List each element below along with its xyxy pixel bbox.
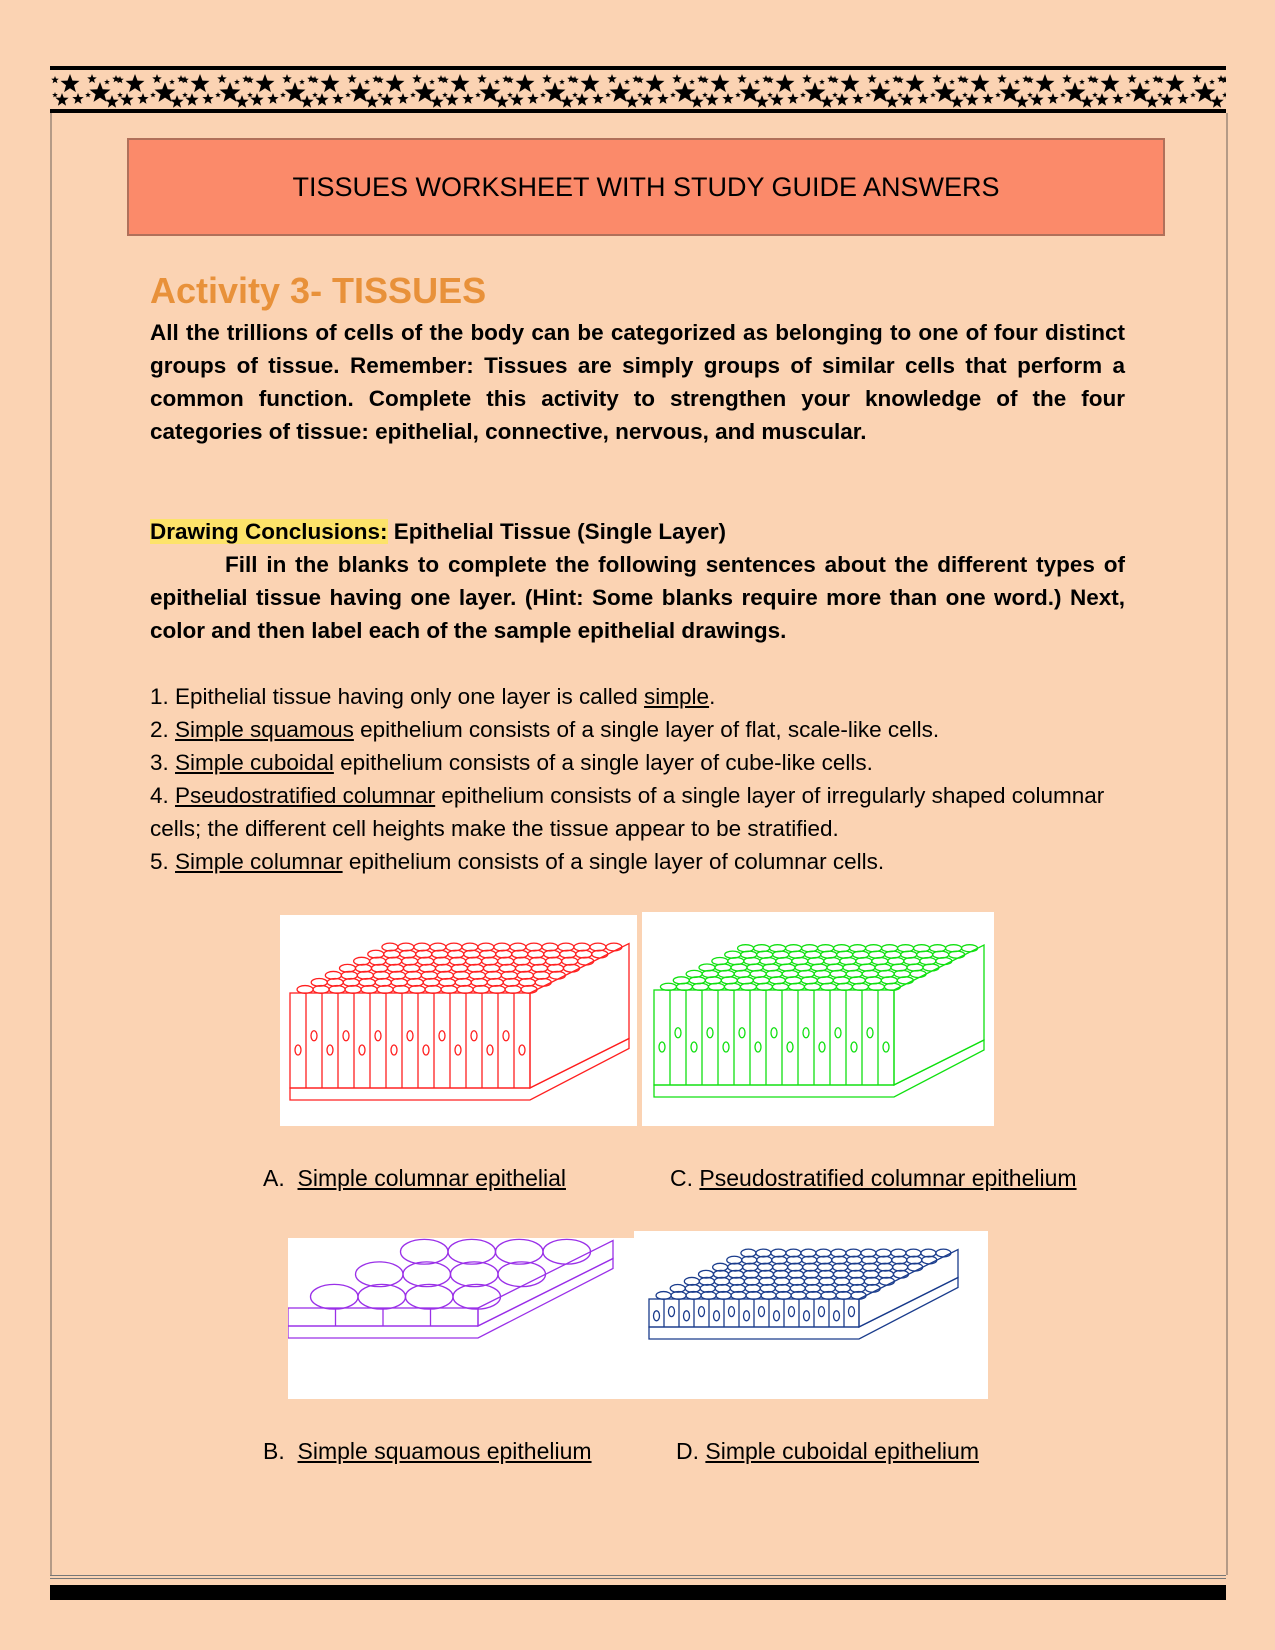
- star-icon: [949, 79, 955, 84]
- worksheet-title: TISSUES WORKSHEET WITH STUDY GUIDE ANSWERS: [292, 171, 1000, 202]
- star-icon: [299, 79, 305, 84]
- star-icon: [104, 79, 110, 84]
- star-icon: [285, 82, 306, 102]
- star-icon: [1125, 92, 1131, 97]
- stars-decoration: [50, 70, 1226, 109]
- star-icon: [605, 92, 611, 97]
- answer-list: [150, 680, 1125, 878]
- star-icon: [155, 82, 176, 102]
- drawing-conclusions-highlight: Drawing Conclusions:: [150, 519, 388, 544]
- star-icon: [315, 93, 328, 106]
- star-icon: [1101, 74, 1120, 92]
- star-icon: [202, 93, 213, 104]
- star-icon: [935, 82, 956, 102]
- star-icon: [462, 93, 473, 104]
- star-icon: [506, 76, 514, 83]
- star-icon: [256, 74, 275, 92]
- star-icon: [1190, 92, 1196, 97]
- star-icon: [770, 93, 783, 106]
- star-icon: [430, 95, 443, 108]
- star-icon: [495, 95, 508, 108]
- star-icon: [280, 92, 286, 97]
- star-icon: [900, 93, 913, 106]
- star-icon: [516, 74, 535, 92]
- star-icon: [930, 92, 936, 97]
- star-icon: [1095, 93, 1108, 106]
- star-icon: [364, 79, 370, 84]
- star-icon: [126, 74, 145, 92]
- star-icon: [117, 92, 123, 97]
- star-icon: [560, 95, 573, 108]
- star-icon: [1014, 79, 1020, 84]
- star-icon: [386, 74, 405, 92]
- list-item: 4. Pseudostratified columnar epithelium consists of a single layer of irregularly shaped columnar cells; the different cell heights make the tissue appear to be stratified.: [150, 783, 1105, 841]
- star-icon: [950, 95, 963, 108]
- label-a: A. Simple columnar epithelial: [263, 1165, 566, 1191]
- star-icon: [85, 92, 91, 97]
- star-icon: [217, 74, 227, 83]
- star-icon: [380, 93, 393, 106]
- star-icon: [215, 92, 221, 97]
- title-box: [127, 138, 1165, 236]
- answer: simple: [644, 684, 710, 709]
- star-icon: [170, 95, 183, 108]
- star-icon: [345, 92, 351, 97]
- star-icon: [906, 74, 925, 92]
- star-icon: [300, 95, 313, 108]
- star-icon: [1015, 95, 1028, 108]
- star-icon: [1177, 93, 1188, 104]
- activity-heading: Activity 3- TISSUES: [150, 270, 487, 311]
- star-icon: [365, 95, 378, 108]
- star-icon: [971, 74, 990, 92]
- star-icon: [885, 95, 898, 108]
- star-icon: [819, 79, 825, 84]
- star-icon: [116, 76, 124, 83]
- star-icon: [267, 93, 278, 104]
- star-icon: [1026, 76, 1034, 83]
- star-icon: [1130, 82, 1151, 102]
- star-icon: [169, 79, 175, 84]
- star-icon: [690, 95, 703, 108]
- star-icon: [185, 93, 198, 106]
- star-icon: [754, 79, 760, 84]
- star-icon: [311, 76, 319, 83]
- star-icon: [510, 93, 523, 106]
- star-icon: [542, 74, 552, 83]
- star-icon: [831, 76, 839, 83]
- star-icon: [494, 79, 500, 84]
- star-icon: [415, 82, 436, 102]
- star-icon: [575, 93, 588, 106]
- star-icon: [1092, 92, 1098, 97]
- star-icon: [1210, 95, 1223, 108]
- star-icon: [412, 74, 422, 83]
- star-icon: [1156, 76, 1164, 83]
- star-icon: [182, 92, 188, 97]
- star-icon: [559, 79, 565, 84]
- answer: Simple cuboidal: [175, 750, 334, 775]
- star-icon: [917, 93, 928, 104]
- label-b: B. Simple squamous epithelium: [263, 1438, 592, 1464]
- star-icon: [805, 82, 826, 102]
- star-icon: [1127, 74, 1137, 83]
- star-icon: [800, 92, 806, 97]
- intro-paragraph: All the trillions of cells of the body can be categorized as belonging to one of four distinct groups of tissue. Remember: Tissues are simply groups of similar cells that perform a common function. Complete this activity to strengthen your knowledge of the four categories of tissue: epithelial, connective, nervous, and muscular.: [150, 320, 1125, 444]
- list-item: 3. Simple cuboidal epithelium consists of a single layer of cube-like cells.: [150, 750, 873, 775]
- answer: Simple squamous: [175, 717, 354, 742]
- star-icon: [997, 74, 1007, 83]
- star-icon: [776, 74, 795, 92]
- star-icon: [545, 82, 566, 102]
- star-icon: [832, 92, 838, 97]
- star-icon: [961, 76, 969, 83]
- star-icon: [896, 76, 904, 83]
- star-icon: [250, 93, 263, 106]
- star-icon: [1166, 74, 1185, 92]
- star-icon: [672, 74, 682, 83]
- star-icon: [55, 93, 68, 106]
- star-icon: [995, 92, 1001, 97]
- star-icon: [702, 92, 708, 97]
- star-icon: [982, 93, 993, 104]
- star-icon: [1062, 74, 1072, 83]
- star-icon: [932, 74, 942, 83]
- bottom-border: [50, 1575, 1226, 1600]
- star-icon: [867, 74, 877, 83]
- star-icon: [646, 74, 665, 92]
- star-icon: [1112, 93, 1123, 104]
- star-icon: [705, 93, 718, 106]
- list-item: 1. Epithelial tissue having only one layer is called simple.: [150, 684, 716, 709]
- answer: Pseudostratified columnar: [175, 783, 436, 808]
- star-icon: [350, 82, 371, 102]
- star-icon: [637, 92, 643, 97]
- star-icon: [737, 74, 747, 83]
- star-icon: [965, 93, 978, 106]
- star-icon: [376, 76, 384, 83]
- star-icon: [1030, 93, 1043, 106]
- star-icon: [1144, 79, 1150, 84]
- star-icon: [865, 92, 871, 97]
- star-icon: [689, 79, 695, 84]
- star-icon: [477, 74, 487, 83]
- star-icon: [1091, 76, 1099, 83]
- star-icon: [572, 92, 578, 97]
- star-icon: [87, 74, 97, 83]
- star-icon: [1209, 79, 1215, 84]
- star-icon: [841, 74, 860, 92]
- simple-cuboidal-drawing: [634, 1231, 988, 1399]
- star-icon: [246, 76, 254, 83]
- star-icon: [802, 74, 812, 83]
- star-icon: [90, 82, 111, 102]
- star-icon: [711, 74, 730, 92]
- star-icon: [540, 92, 546, 97]
- simple-columnar-drawing: [280, 915, 637, 1126]
- answer: Simple columnar: [175, 849, 343, 874]
- star-icon: [72, 93, 83, 104]
- star-icon: [527, 93, 538, 104]
- star-icon: [1047, 93, 1058, 104]
- label-c: C. Pseudostratified columnar epithelium: [670, 1165, 1077, 1191]
- star-icon: [445, 93, 458, 106]
- section-subtitle: Epithelial Tissue (Single Layer): [387, 519, 726, 544]
- star-icon: [1195, 82, 1216, 102]
- star-icon: [441, 76, 449, 83]
- star-icon: [740, 82, 761, 102]
- star-icon: [1080, 95, 1093, 108]
- star-icon: [592, 93, 603, 104]
- star-icon: [624, 79, 630, 84]
- star-icon: [247, 92, 253, 97]
- star-icon: [755, 95, 768, 108]
- star-icon: [332, 93, 343, 104]
- star-icon: [787, 93, 798, 104]
- star-icon: [191, 74, 210, 92]
- star-icon: [820, 95, 833, 108]
- star-icon: [767, 92, 773, 97]
- star-icon: [1160, 93, 1173, 106]
- star-icon: [377, 92, 383, 97]
- star-icon: [870, 82, 891, 102]
- star-icon: [1065, 82, 1086, 102]
- star-icon: [657, 93, 668, 104]
- star-icon: [181, 76, 189, 83]
- star-icon: [220, 82, 241, 102]
- star-icon: [321, 74, 340, 92]
- star-icon: [120, 93, 133, 106]
- simple-squamous-drawing: [288, 1238, 634, 1399]
- star-icon: [442, 92, 448, 97]
- star-icon: [480, 82, 501, 102]
- star-icon: [234, 79, 240, 84]
- star-icon: [312, 92, 318, 97]
- star-icon: [766, 76, 774, 83]
- label-d: D. Simple cuboidal epithelium: [676, 1438, 979, 1464]
- star-icon: [640, 93, 653, 106]
- star-icon: [722, 93, 733, 104]
- star-icon: [1060, 92, 1066, 97]
- star-icon: [51, 76, 59, 83]
- list-item: 5. Simple columnar epithelium consists of a single layer of columnar cells.: [150, 849, 885, 874]
- star-icon: [1192, 74, 1202, 83]
- star-icon: [61, 74, 80, 92]
- pseudostratified-drawing: [642, 912, 994, 1126]
- star-icon: [625, 95, 638, 108]
- star-icon: [475, 92, 481, 97]
- star-icon: [636, 76, 644, 83]
- star-icon: [1079, 79, 1085, 84]
- star-icon: [105, 95, 118, 108]
- star-icon: [675, 82, 696, 102]
- star-icon: [1145, 95, 1158, 108]
- star-icon: [670, 92, 676, 97]
- star-icon: [507, 92, 513, 97]
- star-icon: [581, 74, 600, 92]
- section-heading: [150, 515, 1125, 548]
- star-icon: [897, 92, 903, 97]
- star-icon: [1157, 92, 1163, 97]
- list-item: 2. Simple squamous epithelium consists of a single layer of flat, scale-like cells.: [150, 717, 940, 742]
- star-icon: [282, 74, 292, 83]
- star-icon: [152, 74, 162, 83]
- star-icon: [835, 93, 848, 106]
- star-icon: [1036, 74, 1055, 92]
- star-icon: [451, 74, 470, 92]
- star-icon: [137, 93, 148, 104]
- star-icon: [410, 92, 416, 97]
- star-icon: [397, 93, 408, 104]
- star-icon: [150, 92, 156, 97]
- star-border-top: [50, 66, 1226, 113]
- star-icon: [962, 92, 968, 97]
- star-icon: [52, 92, 58, 97]
- star-icon: [1027, 92, 1033, 97]
- star-icon: [607, 74, 617, 83]
- star-icon: [347, 74, 357, 83]
- star-icon: [1222, 92, 1226, 97]
- instructions: Fill in the blanks to complete the following sentences about the different types of epithelial tissue having one layer. (Hint: Some blanks require more than one word.) Next, color and then label each of the sample epithelial drawings.: [150, 552, 1125, 643]
- star-icon: [571, 76, 579, 83]
- star-icon: [235, 95, 248, 108]
- star-icon: [735, 92, 741, 97]
- star-icon: [429, 79, 435, 84]
- star-icon: [852, 93, 863, 104]
- star-icon: [701, 76, 709, 83]
- star-icon: [884, 79, 890, 84]
- star-icon: [1000, 82, 1021, 102]
- star-icon: [610, 82, 631, 102]
